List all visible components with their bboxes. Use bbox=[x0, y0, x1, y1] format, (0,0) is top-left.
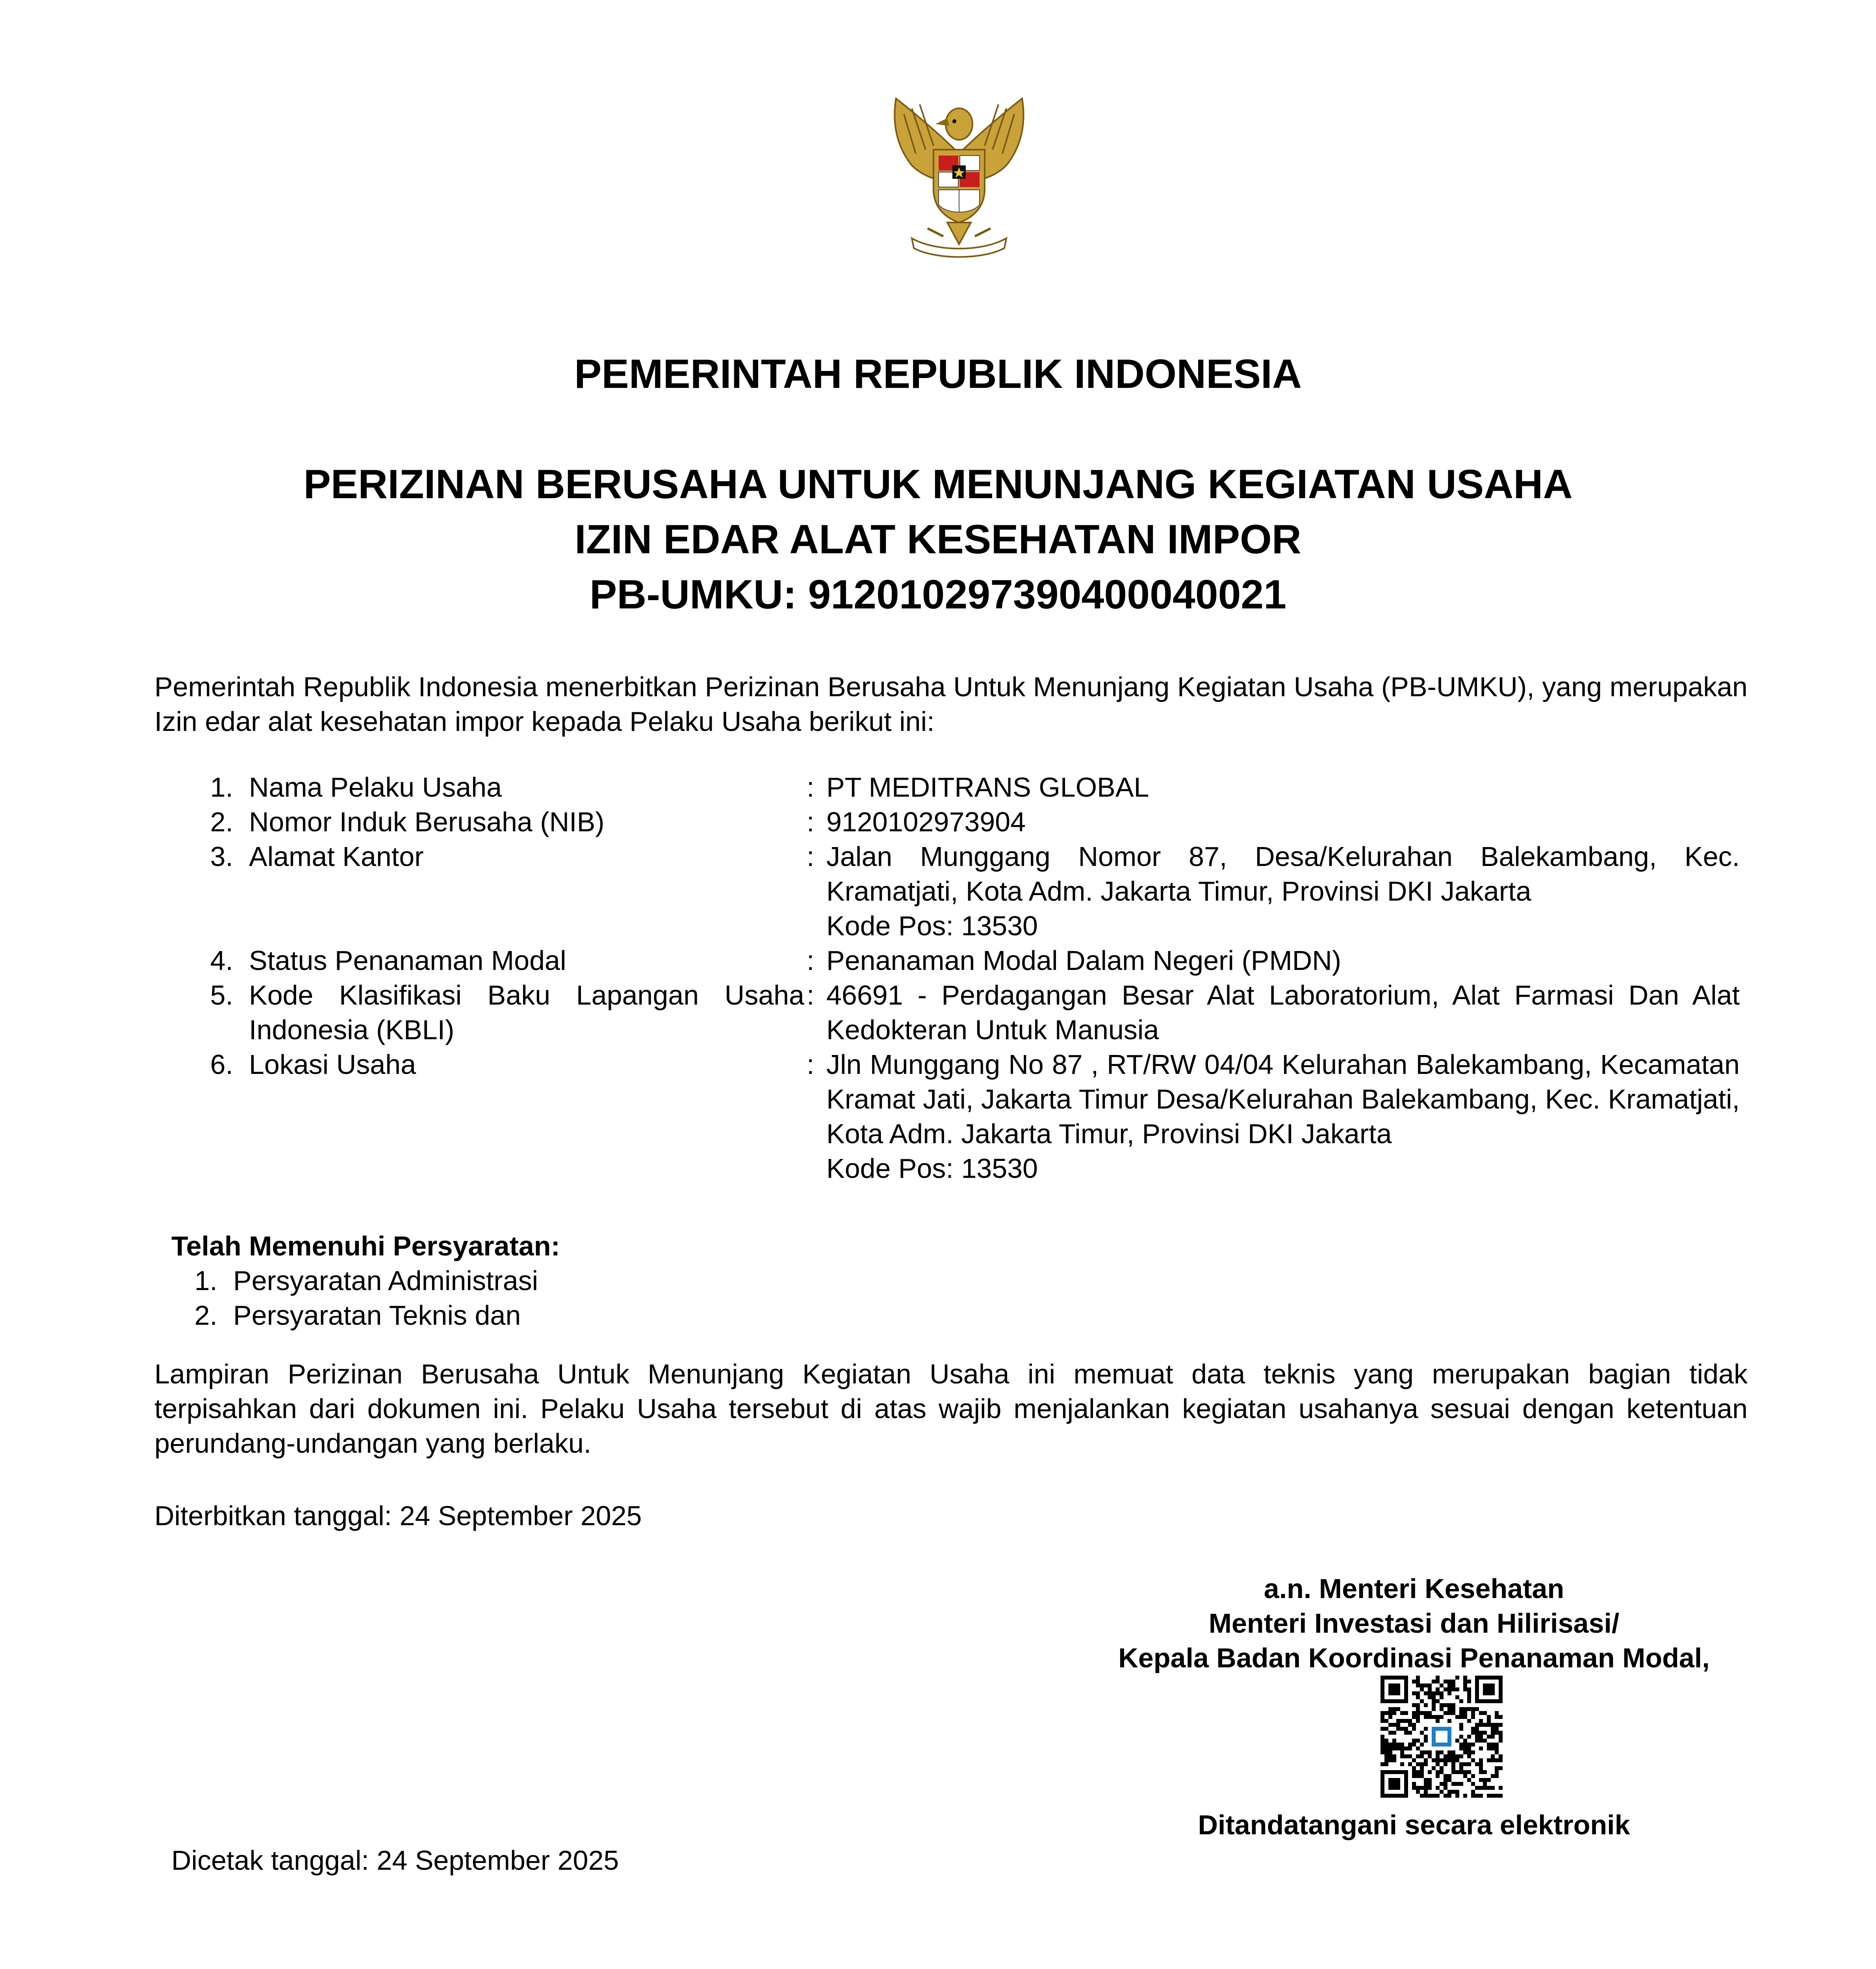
detail-colon: : bbox=[807, 807, 815, 837]
detail-value bbox=[822, 770, 1748, 805]
list-item-text: Persyaratan Teknis dan bbox=[233, 1300, 521, 1331]
detail-value-line: Jln Munggang No 87 , RT/RW 04/04 Kelurahan Balekambang, Kecamatan Kramat Jati, Jakarta Timur Desa/Kelurahan Balekambang, Kec. Kramatjati, Kota Adm. Jakarta Timur, Provinsi DKI Jakarta bbox=[826, 1049, 1740, 1149]
detail-label: Alamat Kantor bbox=[249, 841, 424, 872]
detail-value-line: PT MEDITRANS GLOBAL bbox=[826, 772, 1149, 803]
permit-number: PB-UMKU: 912010297390400040021 bbox=[589, 572, 1287, 617]
requirements-list bbox=[165, 1263, 538, 1333]
detail-value-line: 46691 - Perdagangan Besar Alat Laboratorium, Alat Farmasi Dan Alat Kedokteran Untuk Manusia bbox=[826, 980, 1740, 1045]
permit-title-line2: IZIN EDAR ALAT KESEHATAN IMPOR bbox=[575, 517, 1301, 562]
detail-value bbox=[822, 805, 1748, 839]
detail-value-line: Kode Pos: 13530 bbox=[826, 1153, 1038, 1184]
detail-value bbox=[822, 839, 1748, 943]
detail-row bbox=[165, 978, 1748, 1047]
electronic-signature-note: Ditandatangani secara elektronik bbox=[1198, 1810, 1630, 1840]
intro-paragraph: Pemerintah Republik Indonesia menerbitkan Perizinan Berusaha Untuk Menunjang Kegiatan Usaha (PB-UMKU), yang merupakan Izin edar alat kesehatan impor kepada Pelaku Usaha berikut ini: bbox=[154, 671, 1748, 737]
detail-number: 1. bbox=[210, 772, 233, 803]
detail-label: Lokasi Usaha bbox=[249, 1049, 416, 1080]
detail-number: 2. bbox=[210, 807, 233, 837]
business-details-table bbox=[165, 770, 1748, 1186]
printed-date: Dicetak tanggal: 24 September 2025 bbox=[171, 1845, 619, 1876]
detail-colon: : bbox=[807, 841, 815, 872]
signatory-line2: Menteri Investasi dan Hilirisasi/ bbox=[1208, 1608, 1620, 1639]
list-item bbox=[165, 1298, 538, 1333]
detail-number: 4. bbox=[210, 945, 233, 976]
detail-row bbox=[165, 770, 1748, 805]
detail-number: 5. bbox=[210, 980, 233, 1010]
signatory-line1: a.n. Menteri Kesehatan bbox=[1264, 1573, 1564, 1604]
detail-row bbox=[165, 805, 1748, 839]
list-item-number: 2. bbox=[194, 1300, 217, 1331]
detail-label: Nama Pelaku Usaha bbox=[249, 772, 502, 803]
requirements-heading: Telah Memenuhi Persyaratan: bbox=[171, 1231, 560, 1261]
detail-value bbox=[822, 978, 1748, 1047]
garuda-emblem-icon bbox=[868, 87, 1050, 260]
detail-value-line: 9120102973904 bbox=[826, 807, 1026, 837]
detail-value-line: Penanaman Modal Dalam Negeri (PMDN) bbox=[826, 945, 1342, 976]
detail-row bbox=[165, 943, 1748, 978]
permit-title-line1: PERIZINAN BERUSAHA UNTUK MENUNJANG KEGIATAN USAHA bbox=[303, 462, 1573, 507]
detail-colon: : bbox=[807, 945, 815, 976]
closing-paragraph: Lampiran Perizinan Berusaha Untuk Menunjang Kegiatan Usaha ini memuat data teknis yang merupakan bagian tidak terpisahkan dari dokumen ini. Pelaku Usaha tersebut di atas wajib menjalankan kegiatan usahanya sesuai dengan ketentuan perundang-undangan yang berlaku. bbox=[154, 1359, 1748, 1459]
detail-colon: : bbox=[807, 1049, 815, 1080]
detail-value bbox=[822, 1047, 1748, 1186]
government-title: PEMERINTAH REPUBLIK INDONESIA bbox=[574, 351, 1302, 397]
signatory-block bbox=[1079, 1571, 1749, 1675]
list-item-text: Persyaratan Administrasi bbox=[233, 1265, 538, 1296]
signatory-line3: Kepala Badan Koordinasi Penanaman Modal, bbox=[1118, 1643, 1710, 1673]
detail-label: Nomor Induk Berusaha (NIB) bbox=[249, 807, 605, 837]
detail-label: Kode Klasifikasi Baku Lapangan Usaha Indonesia (KBLI) bbox=[249, 980, 804, 1045]
detail-colon: : bbox=[807, 772, 815, 803]
detail-row bbox=[165, 1047, 1748, 1186]
detail-value bbox=[822, 943, 1748, 978]
detail-label: Status Penanaman Modal bbox=[249, 945, 566, 976]
list-item bbox=[165, 1263, 538, 1298]
detail-row bbox=[165, 839, 1748, 943]
detail-value-line: Kode Pos: 13530 bbox=[826, 910, 1038, 941]
list-item-number: 1. bbox=[194, 1265, 217, 1296]
detail-colon: : bbox=[807, 980, 815, 1010]
qr-code-icon bbox=[1381, 1676, 1503, 1798]
detail-number: 6. bbox=[210, 1049, 233, 1080]
permit-title bbox=[0, 457, 1876, 622]
detail-value-line: Jalan Munggang Nomor 87, Desa/Kelurahan Balekambang, Kec. Kramatjati, Kota Adm. Jakarta Timur, Provinsi DKI Jakarta bbox=[826, 841, 1740, 907]
issued-date: Diterbitkan tanggal: 24 September 2025 bbox=[154, 1500, 642, 1531]
detail-number: 3. bbox=[210, 841, 233, 872]
